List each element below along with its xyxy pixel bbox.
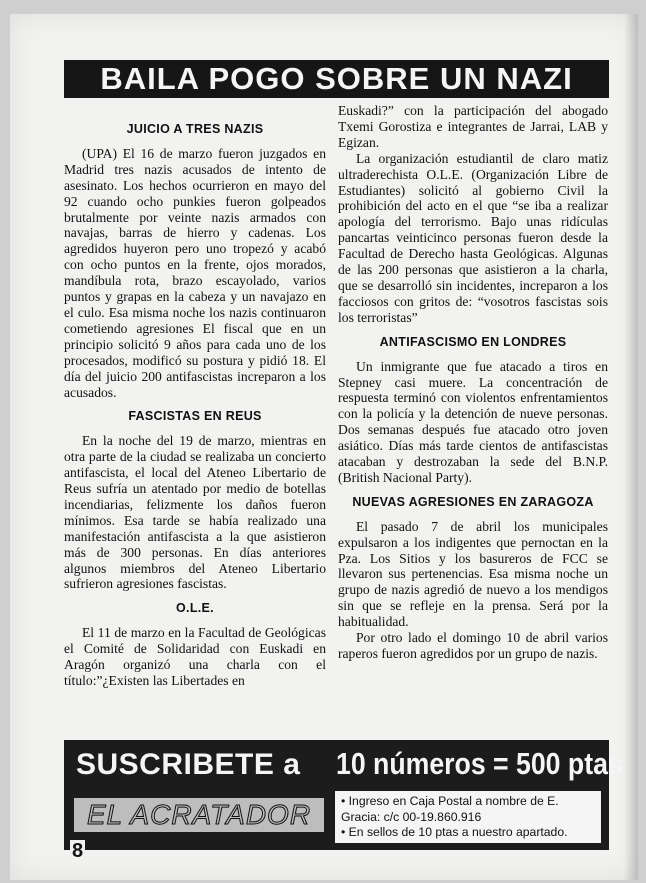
section-text-juicio: (UPA) El 16 de marzo fueron juzgados en Madrid tres nazis acusados de intento de asesinato. Los hechos ocurrieron en mayo del 92 cuando ocho punkies fueron golpeados brutalmente por veinte nazis armados con navajas, barras de hierro y cadenas. Los agredidos huyeron pero uno tropezó y acabó con ocho puntos en la frente, ojos morados, mandíbula rota, brazo escayolado, varios puntos y grapas en la cabeza y un navajazo en el culo. Esa misma noche los nazis continuaron cometiendo agresiones El fiscal que en un principio solicitó 9 años para cada uno de los procesados, modificó su postura y pidió 18. El día del juicio 200 antifascistas increparon a los acusados. [64, 145, 326, 400]
section-heading-londres: ANTIFASCISMO EN LONDRES [379, 334, 567, 349]
section-heading-ole: O.L.E. [176, 601, 214, 616]
section-text-zaragoza: El pasado 7 de abril los municipales expulsaron a los indigentes que pernoctan en la Pza. Los Sitios y los basureros de FCC se llevaron sus pertenencias. Esa misma noche un grupo de nazis agredió de nuevo a los mendigos sin que se refleje en la prensa. Será por la habitualidad. [338, 518, 608, 630]
subscription-info-line: • En sellos de 10 ptas a nuestro apartado. [341, 825, 568, 839]
subscription-info-line: Gracia: c/c 00-19.860.916 [341, 809, 482, 824]
subscription-info [335, 791, 601, 843]
section-heading-reus: FASCISTAS EN REUS [128, 409, 262, 424]
right-column [338, 103, 608, 662]
left-column [64, 103, 326, 689]
magazine-logo: EL ACRATADOR [74, 798, 324, 832]
subscription-box [64, 740, 623, 850]
section-text-ole-2: La organización estudiantil de claro matiz ultraderechista O.L.E. (Organización Libre de Estudiantes) solicitó al gobierno Civil la prohibición del acto en el que “se iba a realizar apología del terrorismo. Bajo unas ridículas pancartas veinticinco personas fueron desde la Facultad de Derecho hasta Geológicas. Algunas de las 200 personas que asistieron a la charla, que se desarrolló sin incidentes, increparon a los facciosos con gritos de: “vosotros fascistas sois los terroristas” [338, 150, 608, 325]
section-text-zaragoza-2: Por otro lado el domingo 10 de abril varios raperos fueron agredidos por un grupo de nazis. [338, 630, 608, 661]
page-number: 8 [72, 840, 84, 862]
section-text-ole-continued: Euskadi?” con la participación del abogado Txemi Gorostiza e integrantes de Jarrai, LAB y Egizan. [338, 103, 608, 150]
page-gutter-shadow [624, 14, 638, 880]
subscribe-headline: SUSCRIBETE a [76, 748, 301, 781]
subscription-info-line: • Ingreso en Caja Postal a nombre de E. [341, 794, 559, 808]
section-text-ole: El 11 de marzo en la Facultad de Geológicas el Comité de Solidaridad con Euskadi en Aragón organizó una charla con el título:”¿Existen las Libertades en [64, 625, 326, 688]
section-heading-juicio: JUICIO A TRES NAZIS [126, 122, 264, 136]
section-heading-zaragoza: NUEVAS AGRESIONES EN ZARAGOZA [352, 494, 594, 509]
section-text-reus: En la noche del 19 de marzo, mientras en otra parte de la ciudad se realizaba un concierto antifascista, el local del Ateneo Libertario de Reus sufría un atentado por medio de botellas incendiarias, felizmente los daños fueron mínimos. Esa tarde se había realizado una manifestación antifascista a la que asistieron más de 300 personas. En días anteriores algunos miembros del Ateneo Libertario sufrieron agresiones fascistas. [64, 433, 326, 592]
section-text-londres: Un inmigrante que fue atacado a tiros en Stepney casi muere. La concentración de respuesta terminó con violentos enfrentamientos con la policía y la detención de nueve personas. Dos semanas después fue atacado otro joven asiático. Días más tarde cientos de antifascistas atacaban y destrozaban la sede del B.N.P. (British Nacional Party). [338, 358, 608, 485]
page-title: BAILA POGO SOBRE UN NAZI [64, 60, 609, 98]
subscription-price: 10 números = 500 ptas [336, 746, 623, 781]
